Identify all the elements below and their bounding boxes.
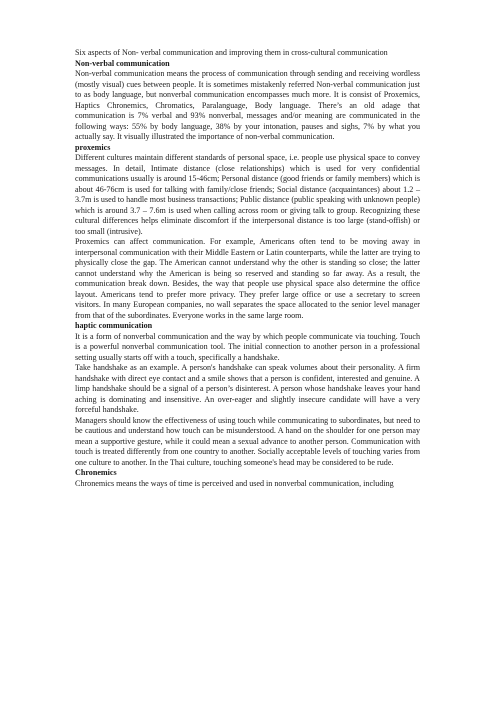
document-title: Six aspects of Non- verbal communication and improving them in cross-cultural communication	[75, 48, 388, 57]
section-haptic	[75, 321, 420, 468]
section-chronemics	[75, 468, 420, 489]
section-heading: Chronemics	[75, 468, 117, 477]
paragraph: Take handshake as an example. A person's handshake can speak volumes about their personality. A firm handshake with direct eye contact and a smile shows that a person is confident, interested and genuine. A limp handshake should be a signal of a person’s disinterest. A person whose handshake leaves your hand aching is dominating and insensitive. An over-eager and slightly insecure candidate will have a very forceful handshake.	[75, 363, 420, 414]
section-heading: haptic communication	[75, 321, 153, 330]
paragraph: Chronemics means the ways of time is perceived and used in nonverbal communication, including	[75, 478, 394, 488]
section-proxemics	[75, 143, 420, 322]
paragraph: Proxemics can affect communication. For example, Americans often tend to be moving away in interpersonal communication with their Middle Eastern or Latin counterparts, while the latter are trying to physically close the gap. The American cannot understand why the other is standing so close; the latter cannot understand why the American is being so reserved and standing so far away. As a result, the communication break down. Besides, the way that people use physical space also determine the office layout. Americans tend to prefer more privacy. They prefer large office or use a secretary to screen visitors. In many European companies, no wall separates the space allocated to the senior level manager from that of the subordinates. Everyone works in the same large room.	[75, 237, 420, 320]
paragraph: Non-verbal communication means the process of communication through sending and receiving wordless (mostly visual) cues between people. It is sometimes mistakenly referred Non-verbal communication just to as body language, but nonverbal communication encompasses much more. It is consist of Proxemics, Haptics Chronemics, Chromatics, Paralanguage, Body language. There’s an old adage that communication is 7% verbal and 93% nonverbal, messages and/or meaning are communicated in the following ways: 55% by body language, 38% by your intonation, pauses and sighs, 7% by what you actually say. It visually illustrated the importance of non-verbal communication.	[75, 69, 420, 141]
document-body	[75, 48, 420, 489]
section-heading: proxemics	[75, 142, 111, 152]
section-nonverbal	[75, 59, 420, 143]
paragraph: Managers should know the effectiveness of using touch while communicating to subordinates, but need to be cautious and understand how touch can be misunderstood. A hand on the shoulder for one person may mean a supportive gesture, while it could mean a sexual advance to another person. Communication with touch is treated differently from one country to another. Socially acceptable levels of touching varies from one culture to another. In the Thai culture, touching someone's head may be considered to be rude.	[75, 415, 420, 467]
paragraph: Different cultures maintain different standards of personal space, i.e. people use physical space to convey messages. In detail, Intimate distance (close relationships) which is used for very confidential communications usually is around 15-46cm; Personal distance (good friends or family members) which is about 46-76cm is used for talking with family/close friends; Social distance (acquaintances) about 1.2 – 3.7m is used to handle most business transactions; Public distance (public speaking with unknown people) which is around 3.7 – 7.6m is used when calling across room or giving talk to group. Recognizing these cultural differences helps eliminate discomfort if the interpersonal distance is too large (stand-offish) or too small (intrusive).	[75, 153, 420, 236]
section-heading: Non-verbal communication	[75, 58, 170, 68]
paragraph: It is a form of nonverbal communication and the way by which people communicate via touching. Touch is a powerful nonverbal communication tool. The initial connection to another person in a professional setting usually starts off with a touch, specifically a handshake.	[75, 331, 420, 362]
